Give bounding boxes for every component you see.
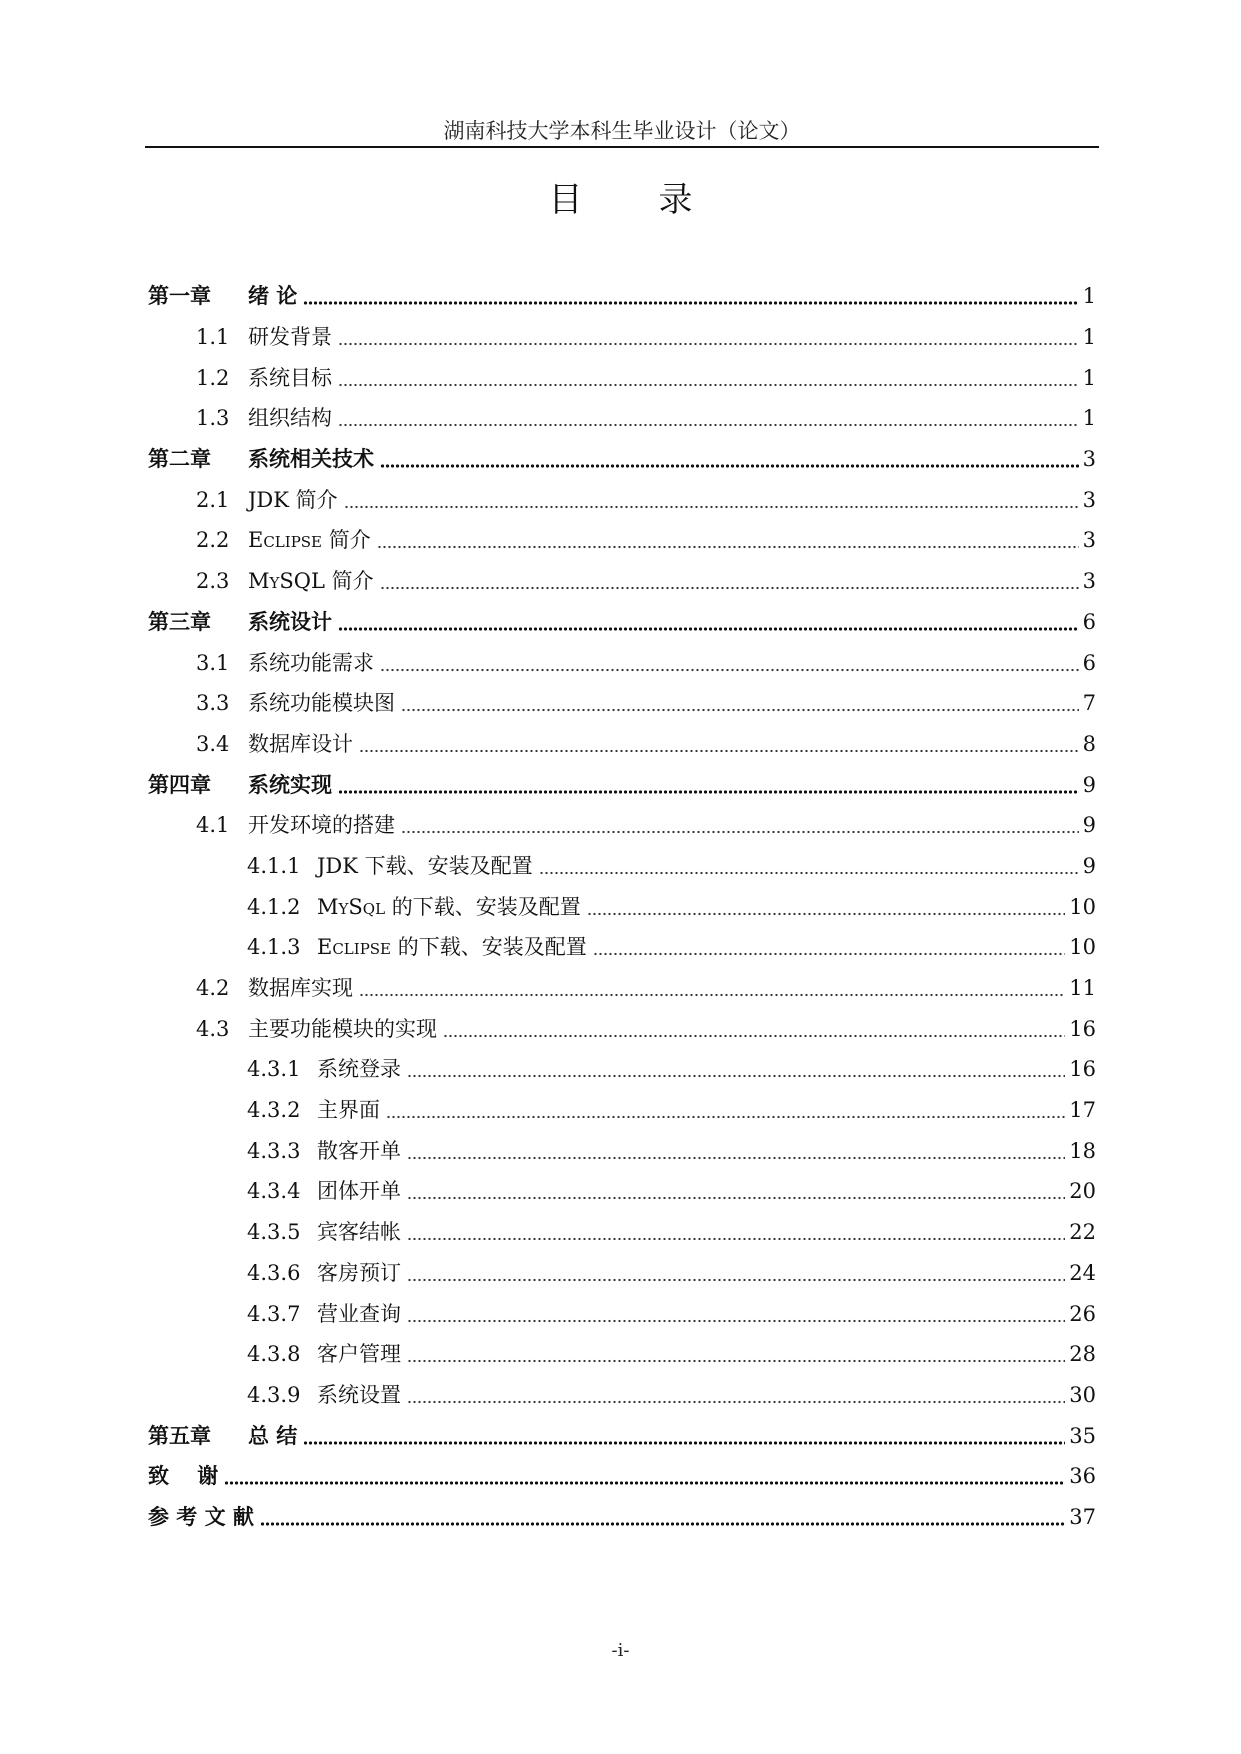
toc-section-entry[interactable]: [148, 357, 1096, 398]
toc-section-entry[interactable]: [148, 927, 1096, 968]
toc-entry-page: 36: [1069, 1464, 1096, 1489]
toc-entry-number: 3.4: [196, 731, 230, 756]
dot-leader: [401, 690, 1079, 716]
toc-entry-page: 1: [1082, 365, 1096, 390]
dot-leader: [407, 1382, 1065, 1408]
toc-section-entry[interactable]: [148, 724, 1096, 765]
toc-entry-page: 9: [1082, 853, 1096, 878]
toc-entry-page: 35: [1069, 1423, 1096, 1448]
toc-section-entry[interactable]: [148, 805, 1096, 846]
running-header: 湖南科技大学本科生毕业设计（论文）: [443, 119, 801, 143]
toc-chapter-entry[interactable]: [148, 1456, 1096, 1497]
toc-entry-number: 4.1: [196, 813, 230, 838]
toc-entry-page: 28: [1069, 1342, 1096, 1367]
toc-entry-page: 9: [1082, 813, 1096, 838]
table-of-contents: [148, 276, 1096, 1537]
toc-entry-number: 1.2: [196, 365, 230, 390]
dot-leader: [303, 283, 1078, 309]
toc-entry-title: 系统相关技术: [248, 447, 374, 472]
toc-section-entry[interactable]: [148, 886, 1096, 927]
toc-entry-title: 系统设置: [317, 1382, 401, 1407]
toc-entry-title: 团体开单: [317, 1179, 401, 1204]
toc-entry-title: 营业查询: [317, 1301, 401, 1326]
toc-entry-title: 数据库实现: [248, 976, 353, 1001]
toc-title-char-2: 录: [658, 180, 693, 220]
toc-entry-number: 第一章: [148, 284, 211, 309]
toc-entry-page: 11: [1069, 976, 1096, 1001]
toc-entry-title: 研发背景: [248, 325, 332, 350]
toc-entry-page: 26: [1069, 1301, 1096, 1326]
toc-entry-number: 4.1.3: [247, 935, 301, 960]
dot-leader: [338, 405, 1079, 431]
toc-entry-title: 客户管理: [317, 1342, 401, 1367]
dot-leader: [407, 1178, 1065, 1204]
toc-section-entry[interactable]: [148, 968, 1096, 1009]
toc-entry-number: 第五章: [148, 1423, 211, 1448]
toc-entry-number: 4.1.1: [247, 853, 301, 878]
toc-entry-page: 22: [1069, 1220, 1096, 1245]
toc-entry-number: 4.2: [196, 976, 230, 1001]
toc-section-entry[interactable]: [148, 561, 1096, 602]
toc-entry-title: 组织结构: [248, 406, 332, 431]
toc-section-entry[interactable]: [148, 1293, 1096, 1334]
toc-entry-title: MySql 的下载、安装及配置: [317, 894, 581, 919]
toc-entry-page: 24: [1069, 1260, 1096, 1285]
toc-entry-title: 系统实现: [248, 772, 332, 797]
toc-entry-number: 2.1: [196, 487, 230, 512]
toc-entry-number: 4.1.2: [247, 894, 301, 919]
toc-entry-title: 系统功能需求: [248, 650, 374, 675]
dot-leader: [539, 853, 1079, 879]
toc-entry-number: 第三章: [148, 609, 211, 634]
toc-entry-title: 致 谢: [148, 1464, 219, 1489]
toc-entry-number: 2.3: [196, 569, 230, 594]
toc-entry-page: 7: [1082, 691, 1096, 716]
toc-entry-page: 17: [1069, 1098, 1096, 1123]
toc-entry-page: 3: [1082, 569, 1096, 594]
toc-entry-title: 系统功能模块图: [248, 691, 395, 716]
toc-entry-title: 绪 论: [248, 284, 298, 309]
toc-entry-number: 1.1: [196, 325, 230, 350]
dot-leader: [443, 1016, 1065, 1042]
dot-leader: [587, 894, 1066, 920]
toc-entry-page: 6: [1082, 609, 1096, 634]
toc-entry-number: 第二章: [148, 447, 211, 472]
toc-entry-title: MySQL 简介: [248, 569, 374, 594]
toc-title-char-1: 目: [548, 180, 583, 220]
toc-entry-number: 4.3.3: [247, 1138, 301, 1163]
toc-section-entry[interactable]: [148, 1008, 1096, 1049]
toc-entry-number: 4.3.4: [247, 1179, 301, 1204]
toc-entry-title: Eclipse 的下载、安装及配置: [317, 935, 587, 960]
toc-entry-page: 10: [1069, 935, 1096, 960]
toc-entry-title: JDK 简介: [248, 487, 338, 512]
toc-section-entry[interactable]: [148, 479, 1096, 520]
dot-leader: [260, 1504, 1065, 1530]
toc-entry-number: 4.3: [196, 1016, 230, 1041]
toc-entry-number: 3.1: [196, 650, 230, 675]
toc-entry-title: 开发环境的搭建: [248, 813, 395, 838]
toc-entry-page: 8: [1082, 731, 1096, 756]
toc-entry-number: 1.3: [196, 406, 230, 431]
toc-entry-title: 参 考 文 献: [148, 1504, 254, 1529]
toc-section-entry[interactable]: [148, 520, 1096, 561]
toc-entry-page: 18: [1069, 1138, 1096, 1163]
dot-leader: [380, 568, 1079, 594]
dot-leader: [338, 365, 1079, 391]
toc-entry-title: 主界面: [317, 1098, 380, 1123]
toc-entry-page: 9: [1082, 772, 1096, 797]
toc-entry-page: 37: [1069, 1504, 1096, 1529]
dot-leader: [386, 1097, 1065, 1123]
toc-section-entry[interactable]: [148, 317, 1096, 358]
dot-leader: [338, 772, 1079, 798]
toc-section-entry[interactable]: [148, 1334, 1096, 1375]
dot-leader: [359, 731, 1079, 757]
toc-section-entry[interactable]: [148, 1253, 1096, 1294]
toc-entry-page: 1: [1082, 284, 1096, 309]
toc-entry-page: 6: [1082, 650, 1096, 675]
toc-entry-title: 数据库设计: [248, 731, 353, 756]
header-rule: [145, 146, 1099, 148]
dot-leader: [407, 1219, 1065, 1245]
dot-leader: [344, 487, 1079, 513]
toc-chapter-entry[interactable]: [148, 276, 1096, 317]
dot-leader: [407, 1341, 1065, 1367]
toc-entry-page: 3: [1082, 528, 1096, 553]
toc-entry-title: 系统设计: [248, 609, 332, 634]
dot-leader: [407, 1138, 1065, 1164]
dot-leader: [380, 446, 1079, 472]
toc-entry-page: 10: [1069, 894, 1096, 919]
dot-leader: [359, 975, 1065, 1001]
dot-leader: [224, 1463, 1065, 1489]
dot-leader: [593, 934, 1066, 960]
dot-leader: [338, 324, 1079, 350]
toc-entry-title: 散客开单: [317, 1138, 401, 1163]
dot-leader: [407, 1056, 1065, 1082]
toc-entry-title: Eclipse 简介: [248, 528, 371, 553]
dot-leader: [407, 1260, 1065, 1286]
dot-leader: [377, 527, 1079, 553]
toc-entry-page: 1: [1082, 406, 1096, 431]
toc-entry-page: 1: [1082, 325, 1096, 350]
toc-chapter-entry[interactable]: [148, 602, 1096, 643]
toc-section-entry[interactable]: [148, 398, 1096, 439]
toc-section-entry[interactable]: [148, 1090, 1096, 1131]
toc-entry-title: 宾客结帐: [317, 1220, 401, 1245]
toc-entry-number: 4.3.6: [247, 1260, 301, 1285]
toc-entry-number: 第四章: [148, 772, 211, 797]
toc-entry-page: 30: [1069, 1382, 1096, 1407]
toc-entry-page: 3: [1082, 447, 1096, 472]
toc-entry-number: 4.3.1: [247, 1057, 301, 1082]
toc-entry-number: 4.3.9: [247, 1382, 301, 1407]
toc-entry-number: 4.3.2: [247, 1098, 301, 1123]
toc-entry-title: JDK 下载、安装及配置: [317, 853, 533, 878]
toc-entry-number: 2.2: [196, 528, 230, 553]
toc-entry-title: 客房预订: [317, 1260, 401, 1285]
page-number: -i-: [611, 1640, 630, 1661]
dot-leader: [338, 609, 1079, 635]
dot-leader: [380, 650, 1079, 676]
toc-section-entry[interactable]: [148, 1049, 1096, 1090]
toc-entry-title: 系统目标: [248, 365, 332, 390]
toc-chapter-entry[interactable]: [148, 764, 1096, 805]
toc-chapter-entry[interactable]: [148, 439, 1096, 480]
toc-entry-page: 16: [1069, 1016, 1096, 1041]
dot-leader: [303, 1423, 1065, 1449]
toc-entry-number: 4.3.8: [247, 1342, 301, 1367]
toc-entry-page: 3: [1082, 487, 1096, 512]
toc-section-entry[interactable]: [148, 1375, 1096, 1416]
toc-section-entry[interactable]: [148, 1171, 1096, 1212]
dot-leader: [407, 1301, 1065, 1327]
toc-section-entry[interactable]: [148, 1212, 1096, 1253]
toc-title: [0, 178, 1241, 222]
toc-section-entry[interactable]: [148, 1130, 1096, 1171]
dot-leader: [401, 812, 1079, 838]
toc-entry-title: 系统登录: [317, 1057, 401, 1082]
toc-chapter-entry[interactable]: [148, 1497, 1096, 1538]
toc-entry-page: 20: [1069, 1179, 1096, 1204]
toc-chapter-entry[interactable]: [148, 1415, 1096, 1456]
toc-section-entry[interactable]: [148, 683, 1096, 724]
toc-entry-page: 16: [1069, 1057, 1096, 1082]
toc-entry-title: 总 结: [248, 1423, 298, 1448]
toc-entry-number: 4.3.5: [247, 1220, 301, 1245]
toc-entry-number: 4.3.7: [247, 1301, 301, 1326]
toc-section-entry[interactable]: [148, 846, 1096, 887]
toc-entry-title: 主要功能模块的实现: [248, 1016, 437, 1041]
toc-entry-number: 3.3: [196, 691, 230, 716]
toc-section-entry[interactable]: [148, 642, 1096, 683]
